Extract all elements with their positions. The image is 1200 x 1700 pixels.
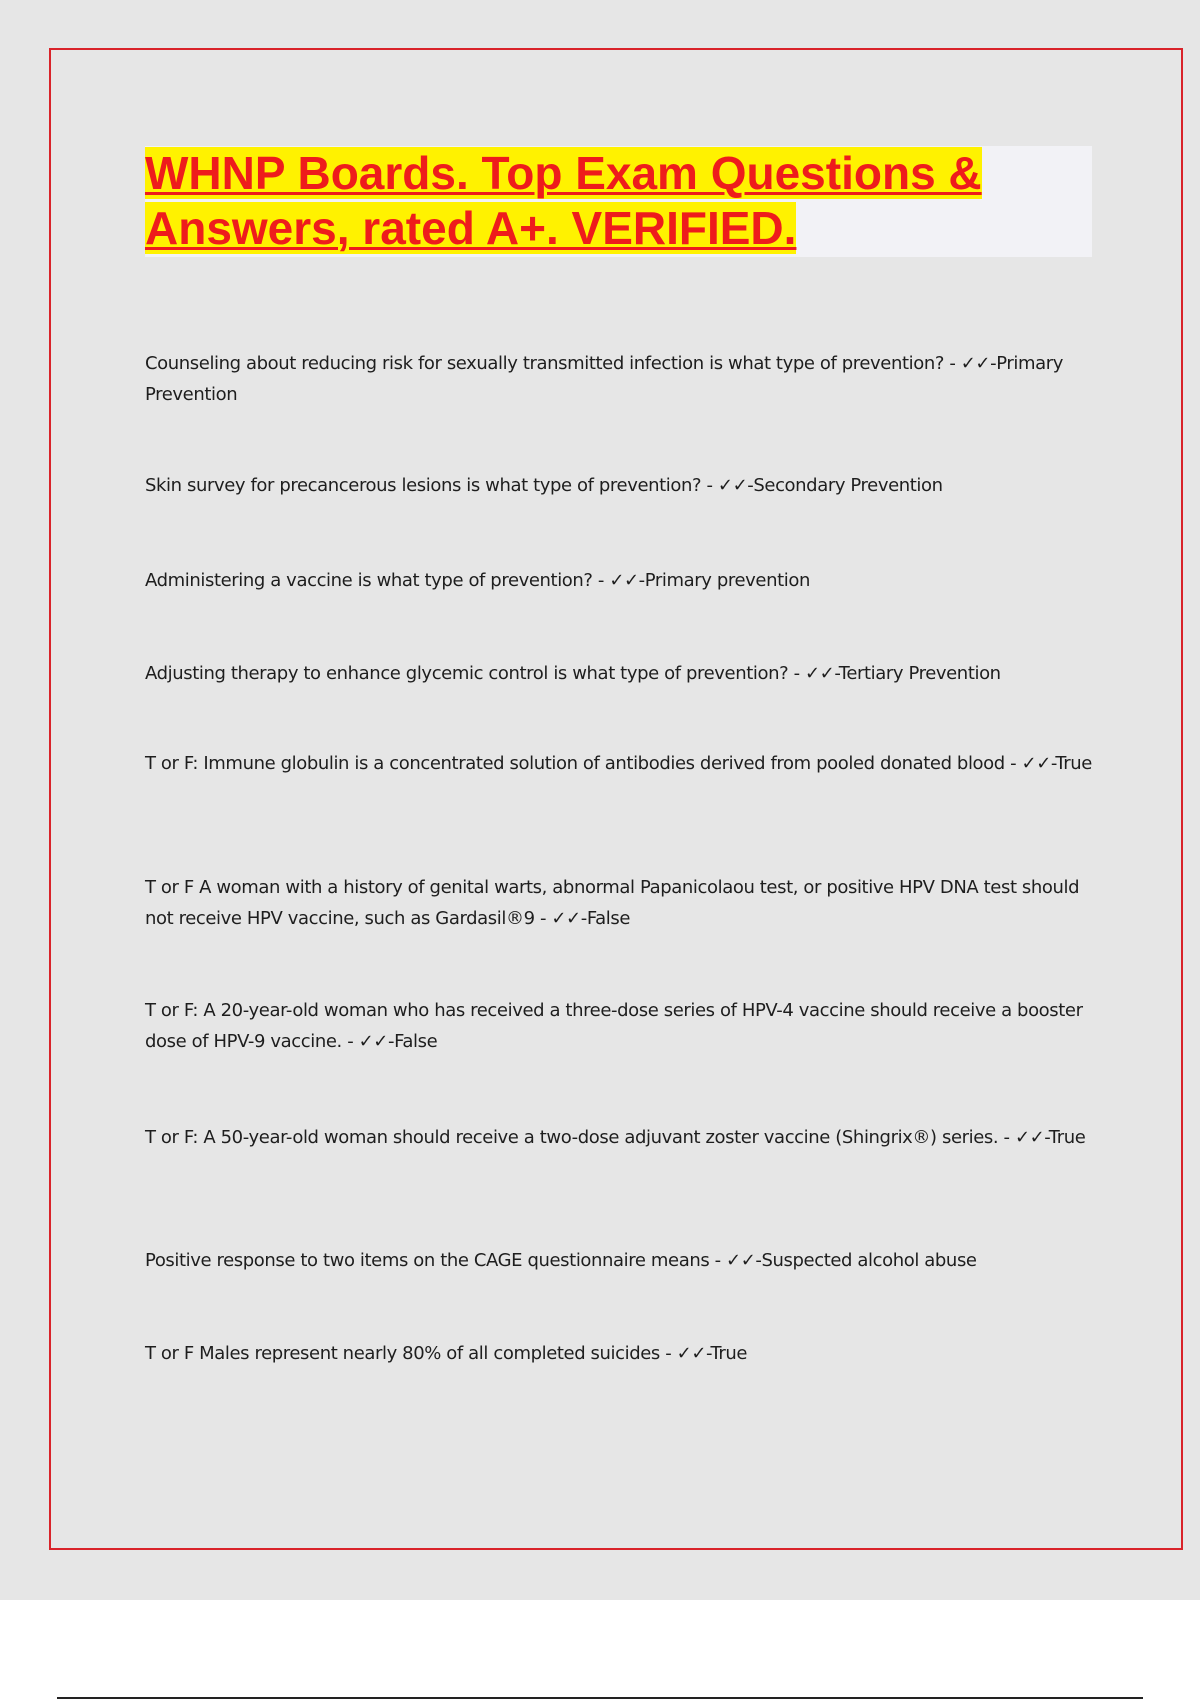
document-title-text: WHNP Boards. Top Exam Questions & Answers, rated A+. VERIFIED. (145, 147, 982, 254)
qa-item-10: T or F Males represent nearly 80% of all completed suicides - ✓✓-True (145, 1343, 748, 1364)
qa-item-7: T or F: A 20-year-old woman who has received a three-dose series of HPV-4 vaccine should receive a booster dose of HPV-9 vaccine. - ✓✓-False (145, 1000, 1083, 1052)
qa-item-1: Counseling about reducing risk for sexually transmitted infection is what type of prevention? - ✓✓-Primary Prevention (145, 353, 1063, 405)
qa-item-5: T or F: Immune globulin is a concentrated solution of antibodies derived from pooled donated blood - ✓✓-True (145, 753, 1092, 774)
qa-item-6: T or F A woman with a history of genital warts, abnormal Papanicolaou test, or positive HPV DNA test should not receive HPV vaccine, such as Gardasil®9 - ✓✓-False (145, 877, 1080, 929)
qa-item-3: Administering a vaccine is what type of prevention? - ✓✓-Primary prevention (145, 570, 810, 591)
document-title (145, 146, 1092, 256)
qa-item-2: Skin survey for precancerous lesions is what type of prevention? - ✓✓-Secondary Prevention (145, 475, 943, 496)
footer-divider (57, 1697, 1143, 1699)
qa-item-9: Positive response to two items on the CAGE questionnaire means - ✓✓-Suspected alcohol abuse (145, 1250, 977, 1271)
page-border-frame (49, 48, 1183, 1550)
qa-item-8: T or F: A 50-year-old woman should receive a two-dose adjuvant zoster vaccine (Shingrix®) series. - ✓✓-True (145, 1127, 1086, 1148)
qa-item-4: Adjusting therapy to enhance glycemic control is what type of prevention? - ✓✓-Tertiary Prevention (145, 663, 1001, 684)
